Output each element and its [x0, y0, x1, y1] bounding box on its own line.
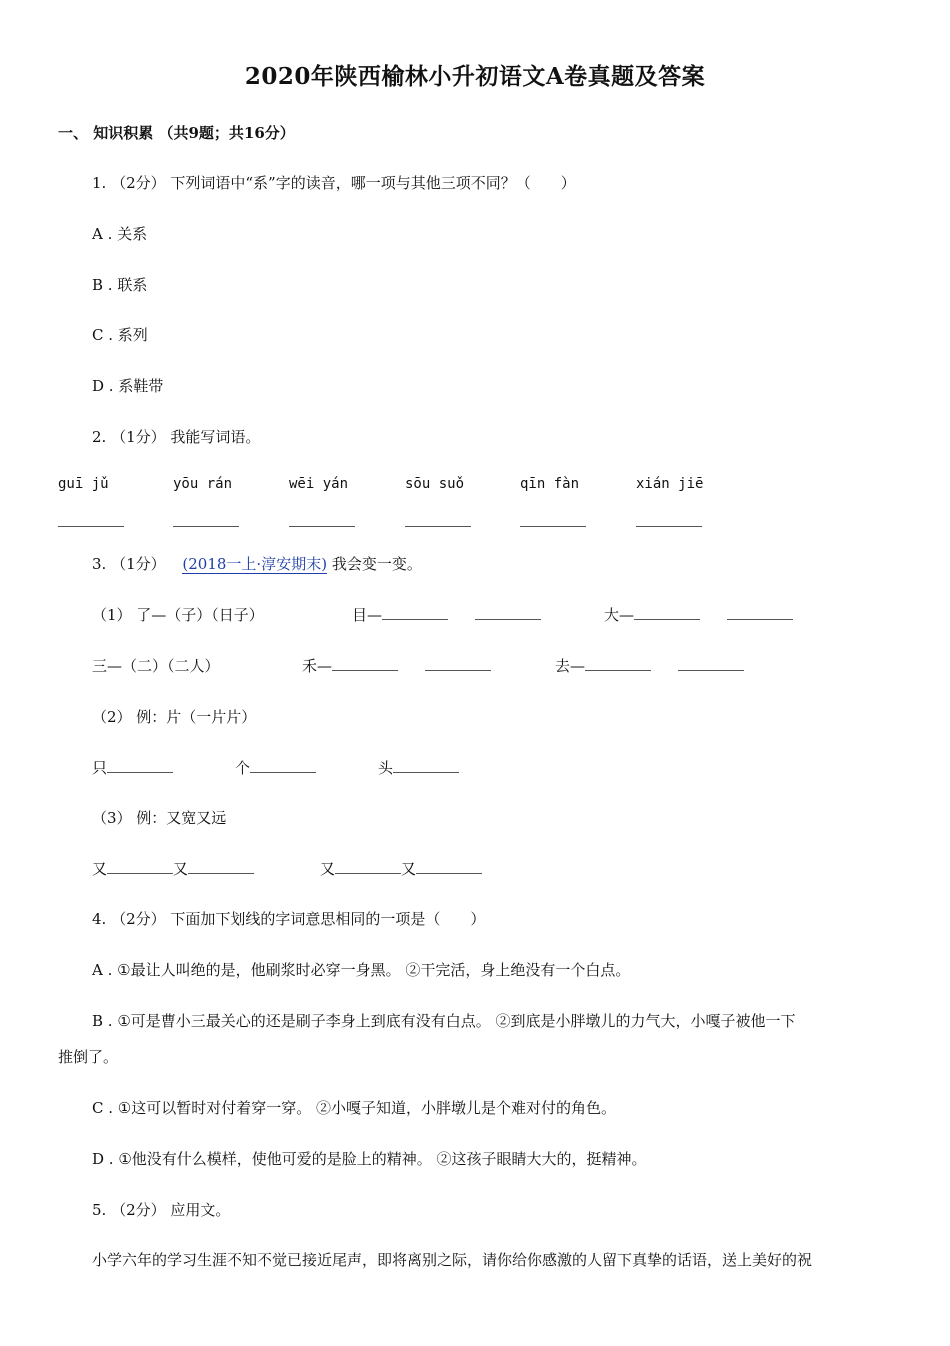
answer-blank[interactable]: [520, 512, 586, 530]
pinyin-2: yōu rán: [173, 476, 233, 492]
you-char: 又: [401, 860, 417, 878]
q3-part2-label: （2） 例：片（一片片）: [92, 708, 257, 726]
question-1-option-b[interactable]: B . 联系: [92, 276, 148, 294]
q3-part1-char-c: 禾—: [302, 657, 333, 675]
question-1-option-c[interactable]: C . 系列: [92, 326, 148, 344]
answer-blank[interactable]: [173, 512, 239, 530]
answer-blank[interactable]: [107, 859, 173, 874]
pinyin-3: wēi yán: [289, 476, 349, 492]
document-title: 2020年陕西榆林小升初语文A卷真题及答案: [244, 63, 706, 90]
question-3-suffix: 我会变一变。: [331, 555, 422, 573]
pinyin-4: sōu suǒ: [405, 476, 465, 492]
q3-part1-row2-label: 三—（二）（二人）: [92, 657, 220, 675]
answer-blank[interactable]: [382, 605, 448, 620]
you-char: 又: [92, 860, 108, 878]
answer-blank[interactable]: [335, 859, 401, 874]
answer-blank[interactable]: [289, 512, 355, 530]
q3-part1-item-d: [555, 655, 744, 676]
answer-blank[interactable]: [393, 758, 459, 773]
question-4-option-d[interactable]: D . ①他没有什么模样，使他可爱的是脸上的精神。 ②这孩子眼睛大大的，挺精神。: [92, 1150, 647, 1168]
q3-part1-char-d: 去—: [555, 657, 586, 675]
q3-part1-char-b: 大—: [604, 606, 635, 624]
section-heading: 一、 知识积累 （共9题；共16分）: [58, 124, 295, 142]
question-4-option-a[interactable]: A . ①最让人叫绝的是，他刷浆时必穿一身黑。 ②干完活，身上绝没有一个白点。: [92, 961, 631, 979]
q3-part1-char-a: 目—: [352, 606, 383, 624]
answer-blank[interactable]: [678, 656, 744, 671]
question-4-option-b-continued: 推倒了。: [58, 1048, 119, 1066]
q3-part2-item-a: [92, 757, 173, 778]
question-4-option-c[interactable]: C . ①这可以暂时对付着穿一穿。 ②小嘎子知道，小胖墩儿是个难对付的角色。: [92, 1099, 616, 1117]
answer-blank[interactable]: [475, 605, 541, 620]
pinyin-5: qīn fàn: [520, 476, 580, 492]
q3-part2-item-c: [378, 757, 459, 778]
q3-part1-item-b: [604, 604, 793, 625]
you-char: 又: [173, 860, 189, 878]
question-4-option-b[interactable]: B . ①可是曹小三最关心的还是刷子李身上到底有没有白点。 ②到底是小胖墩儿的力气大，小嘎子被他一下: [92, 1012, 796, 1030]
answer-blank[interactable]: [585, 656, 651, 671]
q3-part2-char-c: 头: [378, 759, 394, 777]
q3-part1-label: （1） 了—（子）（日子）: [92, 606, 264, 624]
question-1-option-a[interactable]: A . 关系: [92, 225, 148, 243]
question-3-prefix: 3. （1分）: [92, 555, 166, 573]
question-3-stem: [92, 553, 422, 574]
answer-blank[interactable]: [416, 859, 482, 874]
q3-part2-char-b: 个: [235, 759, 251, 777]
answer-blank[interactable]: [727, 605, 793, 620]
question-4-stem: 4. （2分） 下面加下划线的字词意思相同的一项是（ ）: [92, 910, 486, 928]
q3-part3-item-b: [320, 858, 482, 879]
question-1-stem: 1. （2分） 下列词语中“系”字的读音，哪一项与其他三项不同？（ ）: [92, 174, 576, 192]
answer-blank[interactable]: [425, 656, 491, 671]
q3-part1-item-a: [352, 604, 541, 625]
q3-part3-item-a: [92, 858, 254, 879]
answer-blank[interactable]: [332, 656, 398, 671]
question-1-option-d[interactable]: D . 系鞋带: [92, 377, 164, 395]
pinyin-6: xián jiē: [636, 476, 704, 492]
question-5-stem: 5. （2分） 应用文。: [92, 1201, 231, 1219]
question-2-stem: 2. （1分） 我能写词语。: [92, 428, 261, 446]
q3-part1-item-c: [302, 655, 491, 676]
pinyin-1: guī jǔ: [58, 476, 109, 492]
q3-part2-char-a: 只: [92, 759, 108, 777]
answer-blank[interactable]: [250, 758, 316, 773]
you-char: 又: [320, 860, 336, 878]
question-5-text: 小学六年的学习生涯不知不觉已接近尾声，即将离别之际，请你给你感激的人留下真挚的话语，送上美好的祝: [92, 1251, 813, 1269]
answer-blank[interactable]: [636, 512, 702, 530]
answer-blank[interactable]: [107, 758, 173, 773]
answer-blank[interactable]: [405, 512, 471, 530]
q3-part3-label: （3） 例：又宽又远: [92, 809, 227, 827]
answer-blank[interactable]: [634, 605, 700, 620]
question-source-link[interactable]: (2018一上·淳安期末): [182, 555, 328, 573]
q3-part2-item-b: [235, 757, 316, 778]
answer-blank[interactable]: [188, 859, 254, 874]
answer-blank[interactable]: [58, 512, 124, 530]
